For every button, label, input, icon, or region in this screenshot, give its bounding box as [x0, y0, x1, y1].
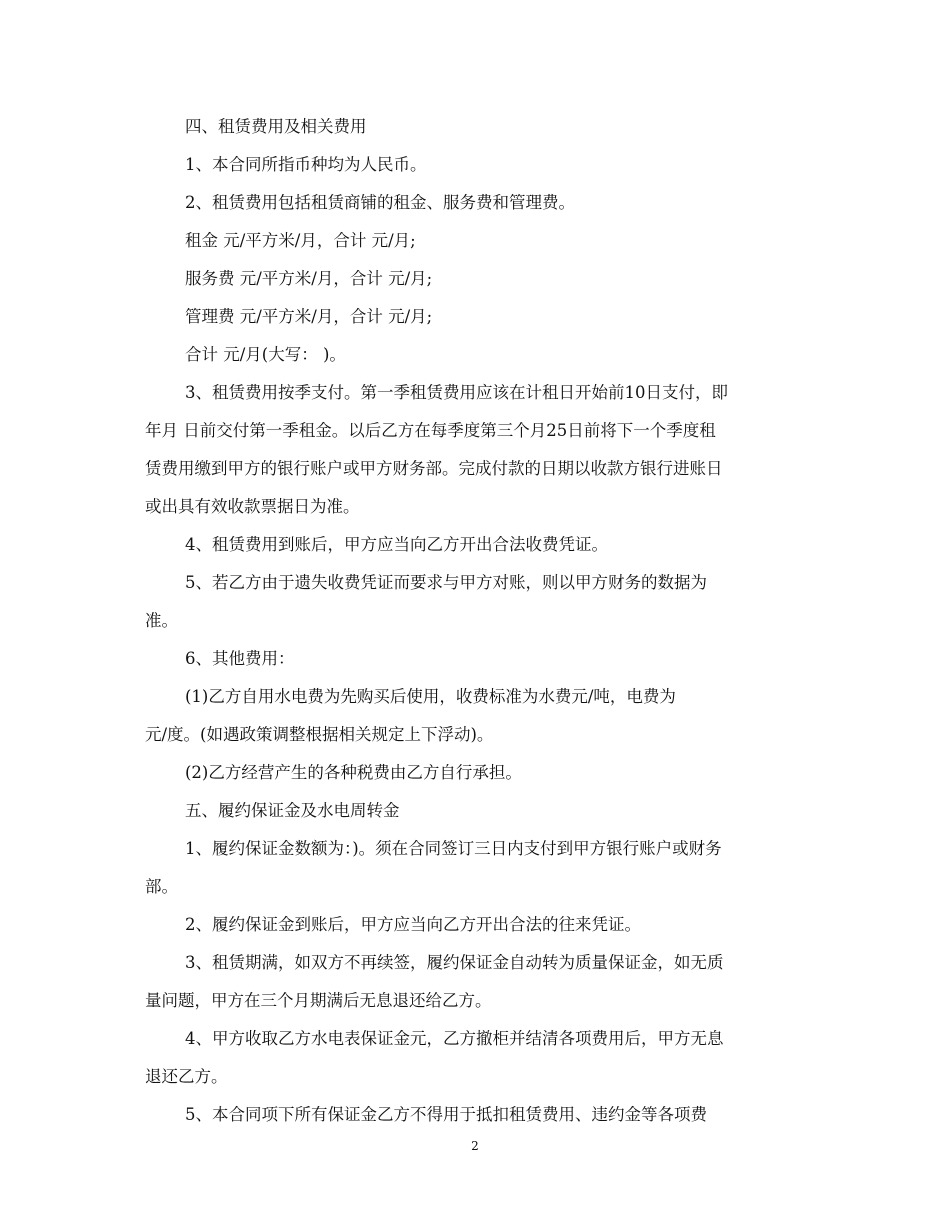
paragraph-line: 或出具有效收款票据日为准。 — [145, 497, 360, 516]
page-number: 2 — [471, 1139, 479, 1153]
paragraph-line: 1、履约保证金数额为：)。须在合同签订三日内支付到甲方银行账户或财务 — [185, 839, 722, 858]
paragraph-line: 租金 元/平方米/月，合计 元/月; — [185, 231, 416, 250]
paragraph-line: 4、租赁费用到账后，甲方应当向乙方开出合法收费凭证。 — [185, 535, 608, 554]
paragraph-line: 2、履约保证金到账后，甲方应当向乙方开出合法的往来凭证。 — [185, 915, 641, 934]
paragraph-line: 3、租赁费用按季支付。第一季租赁费用应该在计租日开始前10日支付，即 — [185, 383, 728, 402]
paragraph-line: 6、其他费用： — [185, 649, 295, 668]
paragraph-line: 3、租赁期满，如双方不再续签，履约保证金自动转为质量保证金，如无质 — [185, 953, 724, 972]
paragraph-line: 赁费用缴到甲方的银行账户或甲方财务部。完成付款的日期以收款方银行进账日 — [145, 459, 723, 478]
paragraph-line: 管理费 元/平方米/月，合计 元/月; — [185, 307, 433, 326]
paragraph-line: 准。 — [145, 611, 178, 630]
paragraph-line: 1、本合同所指币种均为人民币。 — [185, 155, 427, 174]
paragraph-line: 2、租赁费用包括租赁商铺的租金、服务费和管理费。 — [185, 193, 575, 212]
section-heading-4: 四、租赁费用及相关费用 — [185, 117, 367, 136]
paragraph-line: 服务费 元/平方米/月，合计 元/月; — [185, 269, 433, 288]
paragraph-line: 5、本合同项下所有保证金乙方不得用于抵扣租赁费用、违约金等各项费 — [185, 1105, 707, 1124]
paragraph-line: (2)乙方经营产生的各种税费由乙方自行承担。 — [185, 763, 522, 782]
paragraph-line: 部。 — [145, 877, 178, 896]
paragraph-line: 量问题，甲方在三个月期满后无息退还给乙方。 — [145, 991, 492, 1010]
paragraph-line: 元/度。(如遇政策调整根据相关规定上下浮动)。 — [145, 725, 494, 744]
paragraph-line: 5、若乙方由于遗失收费凭证而要求与甲方对账，则以甲方财务的数据为 — [185, 573, 707, 592]
section-heading-5: 五、履约保证金及水电周转金 — [185, 801, 400, 820]
paragraph-line: 4、甲方收取乙方水电表保证金元，乙方撤柜并结清各项费用后，甲方无息 — [185, 1029, 724, 1048]
paragraph-line: 退还乙方。 — [145, 1067, 228, 1086]
paragraph-line: (1)乙方自用水电费为先购买后使用，收费标准为水费元/吨，电费为 — [185, 687, 676, 706]
paragraph-line: 年月 日前交付第一季租金。以后乙方在每季度第三个月25日前将下一个季度租 — [145, 421, 716, 440]
paragraph-line: 合计 元/月(大写： )。 — [185, 345, 346, 364]
